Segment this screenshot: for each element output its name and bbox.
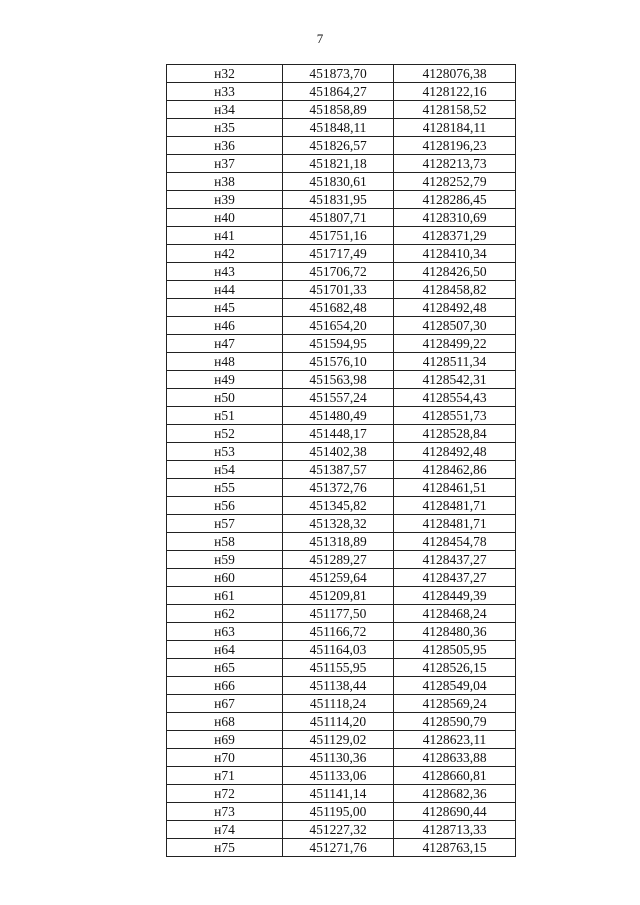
y-coordinate-cell: 4128499,22 (394, 335, 516, 353)
point-id-cell: н55 (167, 479, 283, 497)
y-coordinate-cell: 4128682,36 (394, 785, 516, 803)
table-row (167, 785, 516, 803)
x-coordinate-cell: 451717,49 (283, 245, 394, 263)
y-coordinate-cell: 4128528,84 (394, 425, 516, 443)
table-row (167, 389, 516, 407)
y-coordinate-cell: 4128468,24 (394, 605, 516, 623)
y-coordinate-cell: 4128426,50 (394, 263, 516, 281)
y-coordinate-cell: 4128551,73 (394, 407, 516, 425)
point-id-cell: н62 (167, 605, 283, 623)
table-row (167, 191, 516, 209)
point-id-cell: н46 (167, 317, 283, 335)
table-row (167, 533, 516, 551)
table-row (167, 227, 516, 245)
point-id-cell: н58 (167, 533, 283, 551)
point-id-cell: н48 (167, 353, 283, 371)
table-row (167, 83, 516, 101)
table-row (167, 353, 516, 371)
point-id-cell: н33 (167, 83, 283, 101)
table-row (167, 137, 516, 155)
x-coordinate-cell: 451166,72 (283, 623, 394, 641)
x-coordinate-cell: 451402,38 (283, 443, 394, 461)
table-row (167, 731, 516, 749)
y-coordinate-cell: 4128122,16 (394, 83, 516, 101)
y-coordinate-cell: 4128410,34 (394, 245, 516, 263)
point-id-cell: н44 (167, 281, 283, 299)
y-coordinate-cell: 4128492,48 (394, 443, 516, 461)
y-coordinate-cell: 4128480,36 (394, 623, 516, 641)
table-row (167, 479, 516, 497)
point-id-cell: н54 (167, 461, 283, 479)
point-id-cell: н32 (167, 65, 283, 83)
point-id-cell: н56 (167, 497, 283, 515)
point-id-cell: н73 (167, 803, 283, 821)
point-id-cell: н67 (167, 695, 283, 713)
y-coordinate-cell: 4128660,81 (394, 767, 516, 785)
x-coordinate-cell: 451594,95 (283, 335, 394, 353)
table-row (167, 803, 516, 821)
point-id-cell: н40 (167, 209, 283, 227)
coordinates-table-body (167, 65, 516, 857)
x-coordinate-cell: 451372,76 (283, 479, 394, 497)
point-id-cell: н70 (167, 749, 283, 767)
point-id-cell: н42 (167, 245, 283, 263)
table-row (167, 119, 516, 137)
point-id-cell: н36 (167, 137, 283, 155)
point-id-cell: н74 (167, 821, 283, 839)
y-coordinate-cell: 4128507,30 (394, 317, 516, 335)
point-id-cell: н35 (167, 119, 283, 137)
table-row (167, 155, 516, 173)
point-id-cell: н47 (167, 335, 283, 353)
y-coordinate-cell: 4128590,79 (394, 713, 516, 731)
point-id-cell: н65 (167, 659, 283, 677)
x-coordinate-cell: 451141,14 (283, 785, 394, 803)
y-coordinate-cell: 4128437,27 (394, 569, 516, 587)
table-row (167, 101, 516, 119)
y-coordinate-cell: 4128763,15 (394, 839, 516, 857)
y-coordinate-cell: 4128462,86 (394, 461, 516, 479)
table-row (167, 677, 516, 695)
point-id-cell: н38 (167, 173, 283, 191)
table-row (167, 569, 516, 587)
x-coordinate-cell: 451227,32 (283, 821, 394, 839)
x-coordinate-cell: 451830,61 (283, 173, 394, 191)
y-coordinate-cell: 4128492,48 (394, 299, 516, 317)
point-id-cell: н60 (167, 569, 283, 587)
table-row (167, 317, 516, 335)
table-row (167, 551, 516, 569)
y-coordinate-cell: 4128511,34 (394, 353, 516, 371)
x-coordinate-cell: 451654,20 (283, 317, 394, 335)
point-id-cell: н37 (167, 155, 283, 173)
x-coordinate-cell: 451318,89 (283, 533, 394, 551)
table-row (167, 713, 516, 731)
table-row (167, 173, 516, 191)
table-row (167, 767, 516, 785)
y-coordinate-cell: 4128713,33 (394, 821, 516, 839)
y-coordinate-cell: 4128623,11 (394, 731, 516, 749)
y-coordinate-cell: 4128690,44 (394, 803, 516, 821)
x-coordinate-cell: 451133,06 (283, 767, 394, 785)
table-row (167, 839, 516, 857)
table-row (167, 335, 516, 353)
x-coordinate-cell: 451177,50 (283, 605, 394, 623)
x-coordinate-cell: 451751,16 (283, 227, 394, 245)
y-coordinate-cell: 4128633,88 (394, 749, 516, 767)
y-coordinate-cell: 4128310,69 (394, 209, 516, 227)
y-coordinate-cell: 4128569,24 (394, 695, 516, 713)
x-coordinate-cell: 451858,89 (283, 101, 394, 119)
x-coordinate-cell: 451129,02 (283, 731, 394, 749)
y-coordinate-cell: 4128196,23 (394, 137, 516, 155)
x-coordinate-cell: 451848,11 (283, 119, 394, 137)
point-id-cell: н39 (167, 191, 283, 209)
y-coordinate-cell: 4128371,29 (394, 227, 516, 245)
x-coordinate-cell: 451289,27 (283, 551, 394, 569)
y-coordinate-cell: 4128542,31 (394, 371, 516, 389)
table-row (167, 407, 516, 425)
y-coordinate-cell: 4128184,11 (394, 119, 516, 137)
point-id-cell: н49 (167, 371, 283, 389)
x-coordinate-cell: 451448,17 (283, 425, 394, 443)
point-id-cell: н71 (167, 767, 283, 785)
y-coordinate-cell: 4128158,52 (394, 101, 516, 119)
table-row (167, 623, 516, 641)
x-coordinate-cell: 451155,95 (283, 659, 394, 677)
x-coordinate-cell: 451345,82 (283, 497, 394, 515)
point-id-cell: н53 (167, 443, 283, 461)
table-row (167, 209, 516, 227)
coordinates-table (166, 64, 516, 857)
x-coordinate-cell: 451864,27 (283, 83, 394, 101)
y-coordinate-cell: 4128437,27 (394, 551, 516, 569)
x-coordinate-cell: 451130,36 (283, 749, 394, 767)
y-coordinate-cell: 4128458,82 (394, 281, 516, 299)
y-coordinate-cell: 4128461,51 (394, 479, 516, 497)
point-id-cell: н41 (167, 227, 283, 245)
table-row (167, 515, 516, 533)
table-row (167, 641, 516, 659)
table-row (167, 749, 516, 767)
point-id-cell: н51 (167, 407, 283, 425)
x-coordinate-cell: 451387,57 (283, 461, 394, 479)
x-coordinate-cell: 451271,76 (283, 839, 394, 857)
x-coordinate-cell: 451821,18 (283, 155, 394, 173)
point-id-cell: н50 (167, 389, 283, 407)
x-coordinate-cell: 451682,48 (283, 299, 394, 317)
x-coordinate-cell: 451328,32 (283, 515, 394, 533)
x-coordinate-cell: 451576,10 (283, 353, 394, 371)
x-coordinate-cell: 451873,70 (283, 65, 394, 83)
x-coordinate-cell: 451259,64 (283, 569, 394, 587)
x-coordinate-cell: 451195,00 (283, 803, 394, 821)
table-row (167, 65, 516, 83)
point-id-cell: н66 (167, 677, 283, 695)
point-id-cell: н64 (167, 641, 283, 659)
point-id-cell: н45 (167, 299, 283, 317)
x-coordinate-cell: 451114,20 (283, 713, 394, 731)
table-row (167, 659, 516, 677)
y-coordinate-cell: 4128549,04 (394, 677, 516, 695)
x-coordinate-cell: 451557,24 (283, 389, 394, 407)
y-coordinate-cell: 4128526,15 (394, 659, 516, 677)
y-coordinate-cell: 4128213,73 (394, 155, 516, 173)
y-coordinate-cell: 4128252,79 (394, 173, 516, 191)
x-coordinate-cell: 451831,95 (283, 191, 394, 209)
table-row (167, 821, 516, 839)
table-row (167, 371, 516, 389)
table-row (167, 443, 516, 461)
x-coordinate-cell: 451701,33 (283, 281, 394, 299)
x-coordinate-cell: 451706,72 (283, 263, 394, 281)
table-row (167, 497, 516, 515)
page-number: 7 (316, 31, 324, 46)
table-row (167, 587, 516, 605)
y-coordinate-cell: 4128454,78 (394, 533, 516, 551)
table-row (167, 425, 516, 443)
table-row (167, 299, 516, 317)
table-row (167, 695, 516, 713)
x-coordinate-cell: 451138,44 (283, 677, 394, 695)
x-coordinate-cell: 451826,57 (283, 137, 394, 155)
table-row (167, 263, 516, 281)
point-id-cell: н68 (167, 713, 283, 731)
point-id-cell: н75 (167, 839, 283, 857)
point-id-cell: н57 (167, 515, 283, 533)
point-id-cell: н59 (167, 551, 283, 569)
y-coordinate-cell: 4128481,71 (394, 497, 516, 515)
x-coordinate-cell: 451563,98 (283, 371, 394, 389)
y-coordinate-cell: 4128505,95 (394, 641, 516, 659)
x-coordinate-cell: 451118,24 (283, 695, 394, 713)
y-coordinate-cell: 4128076,38 (394, 65, 516, 83)
point-id-cell: н69 (167, 731, 283, 749)
x-coordinate-cell: 451209,81 (283, 587, 394, 605)
x-coordinate-cell: 451807,71 (283, 209, 394, 227)
point-id-cell: н43 (167, 263, 283, 281)
y-coordinate-cell: 4128554,43 (394, 389, 516, 407)
x-coordinate-cell: 451164,03 (283, 641, 394, 659)
table-row (167, 281, 516, 299)
y-coordinate-cell: 4128449,39 (394, 587, 516, 605)
point-id-cell: н61 (167, 587, 283, 605)
point-id-cell: н72 (167, 785, 283, 803)
point-id-cell: н34 (167, 101, 283, 119)
table-row (167, 605, 516, 623)
x-coordinate-cell: 451480,49 (283, 407, 394, 425)
y-coordinate-cell: 4128481,71 (394, 515, 516, 533)
table-row (167, 245, 516, 263)
point-id-cell: н52 (167, 425, 283, 443)
point-id-cell: н63 (167, 623, 283, 641)
table-row (167, 461, 516, 479)
y-coordinate-cell: 4128286,45 (394, 191, 516, 209)
